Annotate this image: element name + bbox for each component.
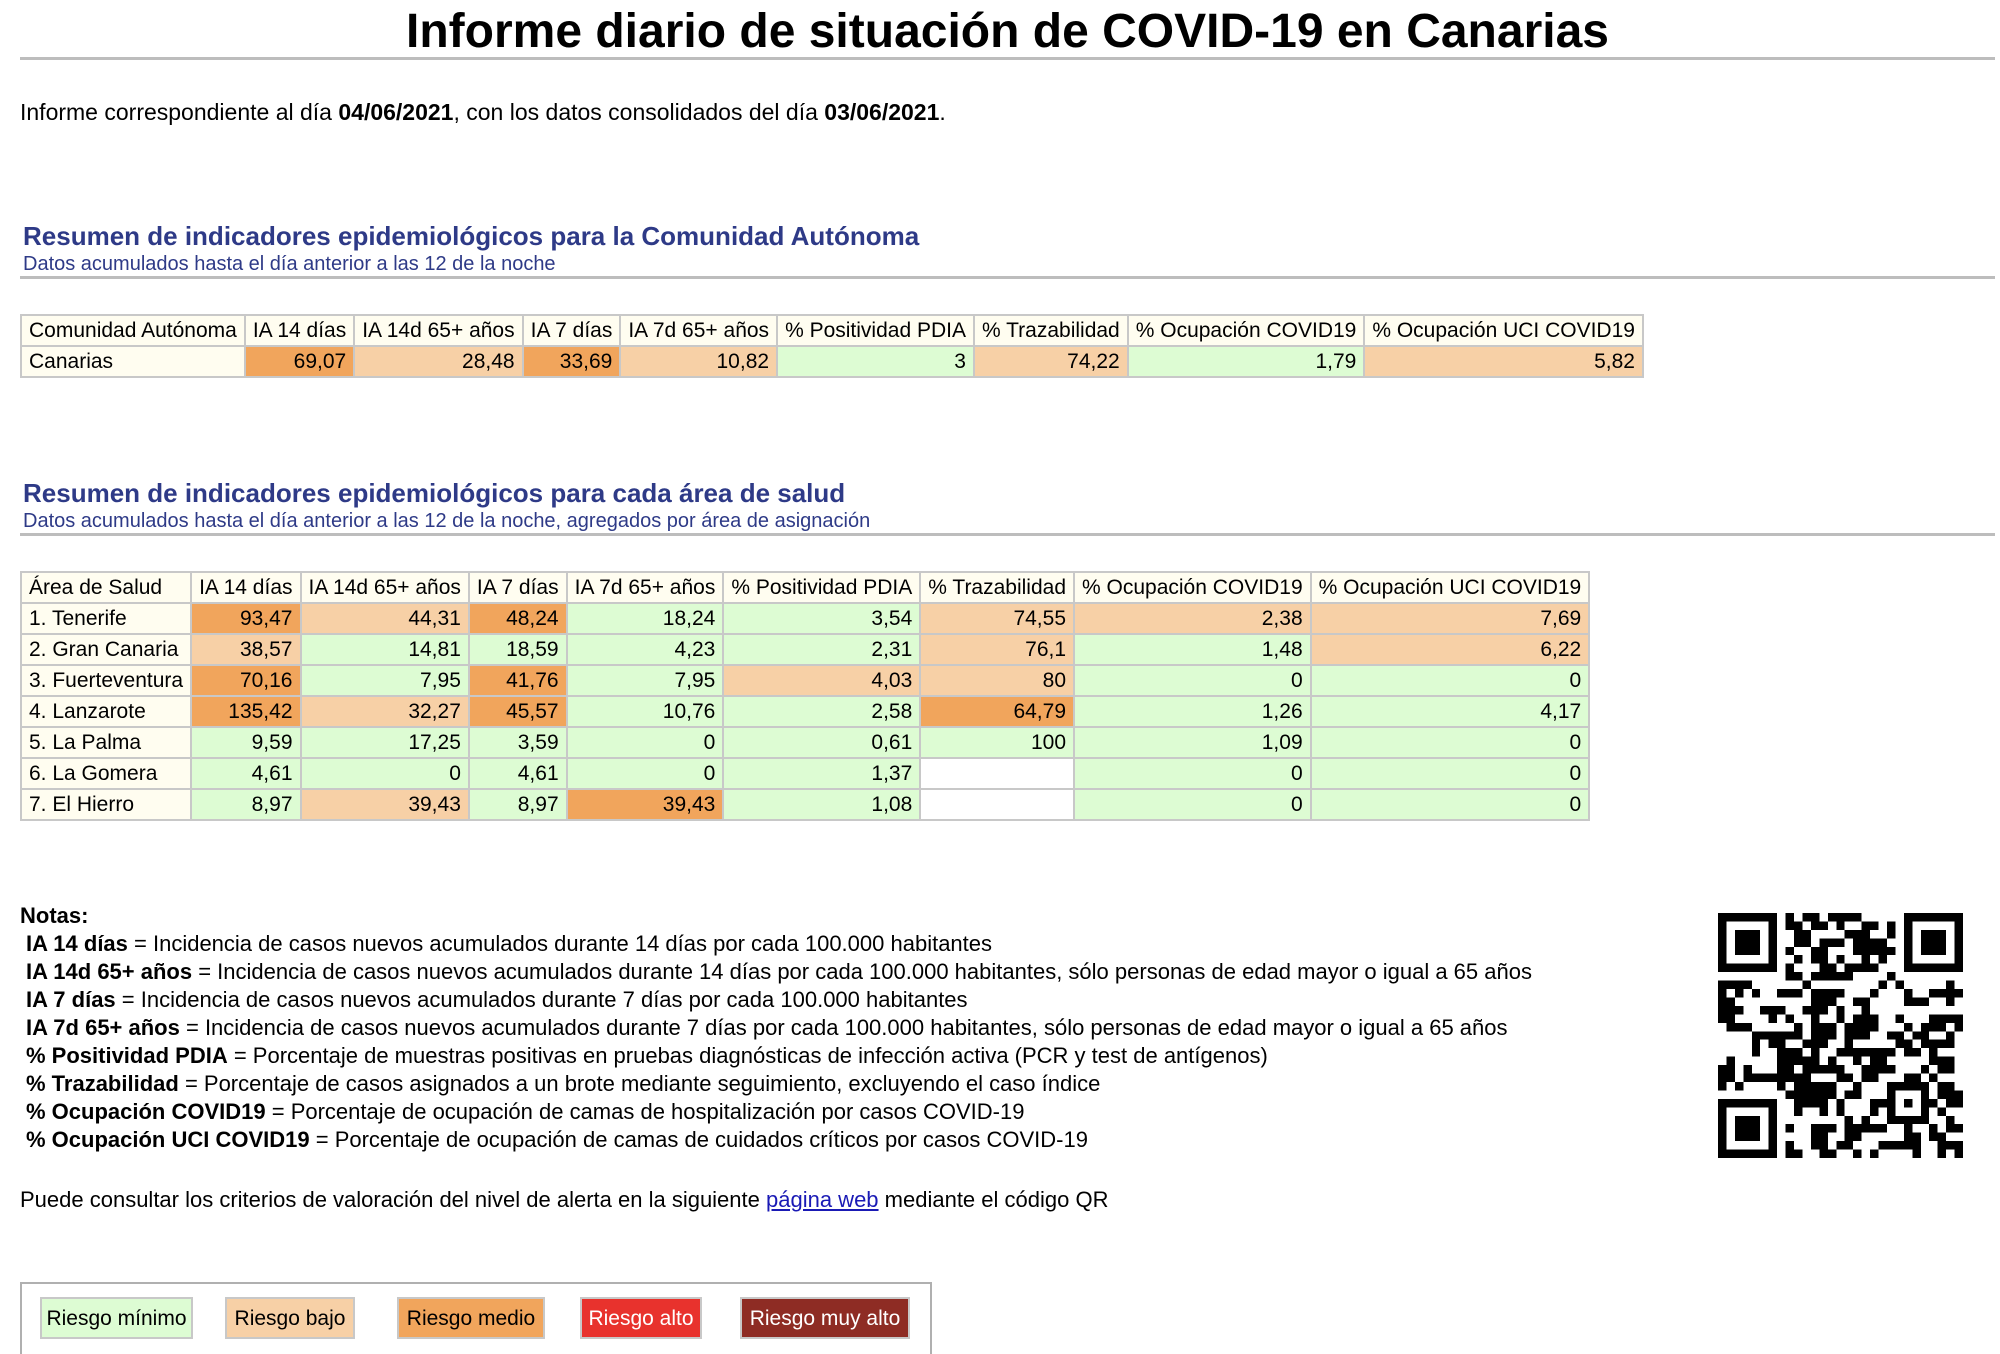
area-section-divider (20, 533, 1995, 536)
table-cell: 0 (1311, 789, 1590, 820)
table-cell: 32,27 (301, 696, 469, 727)
table-cell: 4,23 (567, 634, 724, 665)
column-header: % Ocupación COVID19 (1128, 315, 1365, 346)
table-cell: 7,95 (301, 665, 469, 696)
table-cell: 14,81 (301, 634, 469, 665)
notes-block (20, 902, 1532, 1154)
table-cell (920, 758, 1074, 789)
row-label: Canarias (21, 346, 245, 377)
table-cell: 74,22 (974, 346, 1128, 377)
legend-item: Riesgo mínimo (40, 1297, 193, 1339)
table-cell: 1,09 (1074, 727, 1311, 758)
title-divider (20, 57, 1995, 60)
row-label: 6. La Gomera (21, 758, 191, 789)
table-cell: 2,38 (1074, 603, 1311, 634)
table-cell: 69,07 (245, 346, 354, 377)
note-definition: = Incidencia de casos nuevos acumulados durante 7 días por cada 100.000 habitantes (115, 987, 968, 1012)
note-definition: = Incidencia de casos nuevos acumulados durante 14 días por cada 100.000 habitantes, sólo personas de edad mayor o igual a 65 años (192, 959, 1532, 984)
table-cell: 0 (1311, 758, 1590, 789)
table-cell: 18,59 (469, 634, 567, 665)
report-suffix: . (939, 99, 946, 125)
table-row (21, 727, 1589, 758)
table-cell: 0 (1074, 758, 1311, 789)
note-term: % Ocupación COVID19 (26, 1099, 266, 1124)
area-header-row (21, 572, 1589, 603)
table-row (21, 665, 1589, 696)
table-cell: 3,59 (469, 727, 567, 758)
table-cell: 10,82 (620, 346, 777, 377)
table-cell: 3 (777, 346, 974, 377)
region-section-subtitle: Datos acumulados hasta el día anterior a las 12 de la noche (23, 253, 556, 275)
table-cell: 0 (1074, 789, 1311, 820)
row-label: 3. Fuerteventura (21, 665, 191, 696)
row-label: 4. Lanzarote (21, 696, 191, 727)
note-item (20, 958, 1532, 986)
table-cell: 4,61 (469, 758, 567, 789)
note-term: IA 14d 65+ años (26, 959, 193, 984)
region-header-row (21, 315, 1643, 346)
table-cell: 2,58 (723, 696, 920, 727)
table-row (21, 696, 1589, 727)
column-header: IA 7 días (469, 572, 567, 603)
area-section-title: Resumen de indicadores epidemiológicos para cada área de salud (23, 478, 846, 508)
column-header: Comunidad Autónoma (21, 315, 245, 346)
area-section-subtitle: Datos acumulados hasta el día anterior a las 12 de la noche, agregados por área de asignación (23, 510, 871, 532)
consolidated-date: 03/06/2021 (824, 99, 940, 125)
table-cell: 17,25 (301, 727, 469, 758)
column-header: Área de Salud (21, 572, 191, 603)
column-header: IA 7d 65+ años (567, 572, 724, 603)
table-cell: 70,16 (191, 665, 300, 696)
table-cell: 10,76 (567, 696, 724, 727)
table-cell: 100 (920, 727, 1074, 758)
table-cell: 1,37 (723, 758, 920, 789)
column-header: % Ocupación COVID19 (1074, 572, 1311, 603)
table-cell: 33,69 (523, 346, 621, 377)
note-definition: = Porcentaje de ocupación de camas de hospitalización por casos COVID-19 (265, 1099, 1025, 1124)
table-cell: 74,55 (920, 603, 1074, 634)
region-indicators-table (20, 314, 1644, 378)
row-label: 7. El Hierro (21, 789, 191, 820)
note-term: IA 7d 65+ años (26, 1015, 180, 1040)
table-cell: 6,22 (1311, 634, 1590, 665)
table-cell: 4,03 (723, 665, 920, 696)
table-cell: 2,31 (723, 634, 920, 665)
table-cell: 18,24 (567, 603, 724, 634)
table-cell: 64,79 (920, 696, 1074, 727)
column-header: % Ocupación UCI COVID19 (1311, 572, 1590, 603)
table-cell: 0,61 (723, 727, 920, 758)
table-cell (920, 789, 1074, 820)
table-cell: 41,76 (469, 665, 567, 696)
link-suffix: mediante el código QR (878, 1187, 1109, 1212)
table-cell: 39,43 (567, 789, 724, 820)
note-item (20, 930, 1532, 958)
note-item (20, 1070, 1532, 1098)
table-cell: 7,95 (567, 665, 724, 696)
row-label: 5. La Palma (21, 727, 191, 758)
region-section-title: Resumen de indicadores epidemiológicos para la Comunidad Autónoma (23, 221, 920, 251)
column-header: IA 14d 65+ años (301, 572, 469, 603)
table-cell: 4,17 (1311, 696, 1590, 727)
legend-item: Riesgo alto (580, 1297, 702, 1339)
criteria-link-line (20, 1185, 1108, 1215)
table-cell: 0 (301, 758, 469, 789)
table-cell: 76,1 (920, 634, 1074, 665)
table-cell: 0 (567, 758, 724, 789)
column-header: % Positividad PDIA (777, 315, 974, 346)
table-row (21, 634, 1589, 665)
area-indicators-table (20, 571, 1590, 821)
table-cell: 0 (1311, 665, 1590, 696)
table-cell: 135,42 (191, 696, 300, 727)
note-item (20, 1126, 1532, 1154)
column-header: IA 14 días (245, 315, 354, 346)
qr-code-icon (1718, 913, 1963, 1158)
note-definition: = Porcentaje de muestras positivas en pruebas diagnósticas de infección activa (PCR y test de antígenos) (227, 1043, 1268, 1068)
note-term: % Trazabilidad (26, 1071, 179, 1096)
table-cell: 93,47 (191, 603, 300, 634)
note-definition: = Porcentaje de casos asignados a un brote mediante seguimiento, excluyendo el caso índice (178, 1071, 1101, 1096)
row-label: 1. Tenerife (21, 603, 191, 634)
note-term: IA 7 días (26, 987, 116, 1012)
table-cell: 1,48 (1074, 634, 1311, 665)
table-cell: 7,69 (1311, 603, 1590, 634)
column-header: % Trazabilidad (974, 315, 1128, 346)
note-definition: = Porcentaje de ocupación de camas de cuidados críticos por casos COVID-19 (309, 1127, 1088, 1152)
table-row (21, 789, 1589, 820)
web-page-link[interactable]: página web (766, 1187, 879, 1212)
table-cell: 1,08 (723, 789, 920, 820)
table-cell: 8,97 (191, 789, 300, 820)
table-row (21, 758, 1589, 789)
column-header: % Trazabilidad (920, 572, 1074, 603)
note-term: % Ocupación UCI COVID19 (26, 1127, 310, 1152)
note-item (20, 1098, 1532, 1126)
table-cell: 1,79 (1128, 346, 1365, 377)
row-label: 2. Gran Canaria (21, 634, 191, 665)
table-cell: 4,61 (191, 758, 300, 789)
region-section-divider (20, 276, 1995, 279)
notes-list (20, 930, 1532, 1154)
note-term: IA 14 días (26, 931, 128, 956)
note-item (20, 1042, 1532, 1070)
report-date-line (20, 97, 946, 127)
link-prefix: Puede consultar los criterios de valoración del nivel de alerta en la siguiente (20, 1187, 766, 1212)
table-cell: 1,26 (1074, 696, 1311, 727)
notes-heading: Notas: (20, 903, 89, 928)
table-cell: 3,54 (723, 603, 920, 634)
report-date: 04/06/2021 (338, 99, 454, 125)
report-prefix: Informe correspondiente al día (20, 99, 339, 125)
table-cell: 28,48 (354, 346, 522, 377)
column-header: IA 14 días (191, 572, 300, 603)
legend-item: Riesgo bajo (225, 1297, 355, 1339)
table-row (21, 603, 1589, 634)
table-cell: 0 (567, 727, 724, 758)
column-header: % Ocupación UCI COVID19 (1364, 315, 1643, 346)
column-header: IA 14d 65+ años (354, 315, 522, 346)
table-cell: 0 (1311, 727, 1590, 758)
note-definition: = Incidencia de casos nuevos acumulados durante 7 días por cada 100.000 habitantes, sólo personas de edad mayor o igual a 65 años (179, 1015, 1508, 1040)
table-cell: 39,43 (301, 789, 469, 820)
table-row (21, 346, 1643, 377)
table-cell: 5,82 (1364, 346, 1643, 377)
table-cell: 80 (920, 665, 1074, 696)
note-item (20, 1014, 1532, 1042)
table-cell: 38,57 (191, 634, 300, 665)
table-cell: 44,31 (301, 603, 469, 634)
note-definition: = Incidencia de casos nuevos acumulados durante 14 días por cada 100.000 habitantes (127, 931, 993, 956)
column-header: IA 7 días (523, 315, 621, 346)
legend-item: Riesgo muy alto (740, 1297, 910, 1339)
table-cell: 48,24 (469, 603, 567, 634)
legend-item: Riesgo medio (397, 1297, 545, 1339)
table-cell: 9,59 (191, 727, 300, 758)
column-header: IA 7d 65+ años (620, 315, 777, 346)
report-middle: , con los datos consolidados del día (453, 99, 825, 125)
note-item (20, 986, 1532, 1014)
table-cell: 45,57 (469, 696, 567, 727)
table-cell: 8,97 (469, 789, 567, 820)
column-header: % Positividad PDIA (723, 572, 920, 603)
note-term: % Positividad PDIA (26, 1043, 228, 1068)
table-cell: 0 (1074, 665, 1311, 696)
page-title: Informe diario de situación de COVID-19 en Canarias (406, 5, 1609, 58)
